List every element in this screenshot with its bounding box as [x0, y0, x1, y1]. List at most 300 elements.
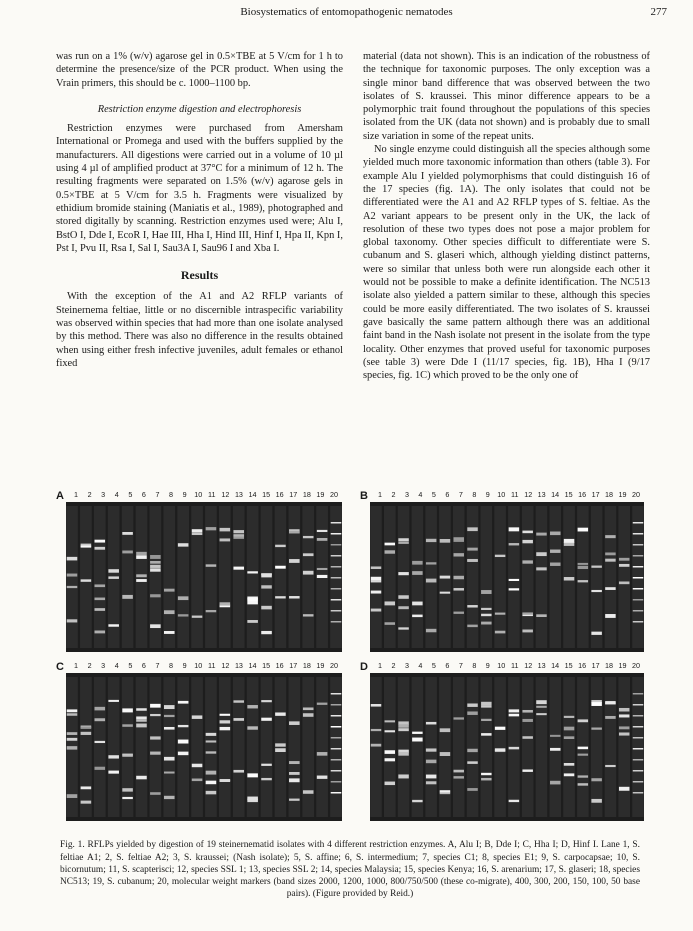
gel-band [398, 595, 408, 599]
gel-band [440, 728, 450, 732]
gel-band [578, 775, 588, 777]
gel-band [331, 566, 342, 568]
gel-band [164, 772, 175, 774]
gel-band [440, 752, 450, 756]
gel-band [536, 552, 546, 556]
gel-lane [605, 506, 617, 648]
gel-band [178, 543, 189, 546]
gel-band [619, 558, 629, 561]
gel-lane [233, 677, 245, 817]
gel-band [220, 602, 231, 605]
results-heading: Results [180, 268, 219, 283]
gel-band [453, 612, 463, 614]
gel-lane [425, 677, 437, 817]
panel-letter-d: D [360, 661, 368, 673]
gel-band [331, 704, 342, 706]
gel-band [633, 522, 643, 524]
gel-band [453, 588, 463, 591]
lane-number: 12 [221, 490, 230, 499]
gel-band [398, 538, 408, 541]
lane-number: 17 [591, 490, 600, 499]
gel-band [108, 771, 119, 774]
gel-band [633, 704, 643, 706]
gel-band [467, 761, 477, 764]
gel-band [303, 536, 314, 538]
gel-band [331, 522, 342, 524]
gel-band [467, 605, 477, 607]
gel-band [289, 772, 300, 775]
gel-band [136, 724, 147, 728]
gel-lane [108, 677, 120, 817]
gel-band [233, 700, 244, 702]
lane-number: 11 [208, 490, 216, 499]
gel-band [578, 563, 588, 565]
gel-lane [330, 677, 342, 817]
gel-band [578, 566, 588, 569]
gel-band [150, 624, 161, 628]
gel-band [522, 769, 532, 771]
gel-band [495, 727, 505, 730]
gel-lane [233, 506, 245, 648]
gel-band [136, 776, 147, 780]
gel-band [233, 534, 244, 536]
gel-band [275, 748, 286, 752]
gel-band [178, 752, 189, 756]
lane-number: 8 [169, 490, 174, 499]
gel-band [550, 735, 560, 737]
gel-band [398, 606, 408, 609]
lane-number: 20 [330, 661, 338, 670]
lane-number: 1 [74, 661, 78, 670]
gel-band [206, 610, 217, 612]
gel-band [633, 555, 643, 557]
gel-band [331, 621, 342, 623]
lane-number: 12 [524, 661, 533, 670]
gel-band [331, 792, 342, 794]
gel-band [426, 760, 436, 764]
gel-band [192, 764, 203, 767]
gel-band [289, 596, 300, 598]
gel-band [522, 629, 532, 632]
gel-band [220, 727, 231, 730]
lane-number: 4 [418, 661, 423, 670]
gel-band [633, 566, 643, 568]
gel-lane [494, 677, 506, 817]
gel-band [289, 778, 300, 782]
gel-band [564, 727, 574, 731]
gel-band [564, 716, 574, 718]
gel-band [275, 566, 286, 569]
gel-band [95, 608, 106, 611]
lane-number: 14 [551, 490, 560, 499]
gel-lane [177, 677, 189, 817]
lane-number: 11 [511, 490, 519, 499]
gel-lane [549, 677, 561, 817]
lane-number: 10 [194, 490, 203, 499]
gel-band [317, 530, 328, 532]
gel-band [522, 719, 532, 722]
gel-band [522, 540, 532, 543]
lane-number: 16 [578, 490, 587, 499]
lane-number: 18 [605, 490, 614, 499]
gel-band [578, 783, 588, 785]
lane-number: 6 [141, 661, 146, 670]
gel-lane [302, 506, 314, 648]
lane-number: 19 [618, 490, 627, 499]
gel-band [578, 747, 588, 750]
gel-band [605, 614, 615, 618]
gel-band [591, 799, 601, 803]
gel-band [95, 540, 106, 543]
gel-band [164, 631, 175, 634]
gel-band [481, 778, 491, 781]
gel-band [398, 542, 408, 544]
panel-letter-a: A [56, 490, 64, 502]
gel-band [206, 733, 217, 736]
lane-number: 5 [128, 490, 133, 499]
gel-lane [563, 677, 575, 817]
gel-band [122, 788, 133, 791]
gel-lane [398, 506, 410, 648]
gel-band [440, 539, 450, 543]
gel-band [331, 599, 342, 601]
gel-lane [219, 506, 231, 648]
gel-band [303, 713, 314, 717]
lane-number: 8 [169, 661, 174, 670]
gel-band [317, 575, 328, 578]
gel-band [150, 568, 161, 571]
gel-band [150, 594, 161, 597]
gel-band [385, 550, 395, 553]
gel-band [289, 721, 300, 725]
gel-band [550, 748, 560, 751]
lane-number: 6 [445, 490, 450, 499]
gel-band [371, 729, 381, 731]
gel-band [591, 566, 601, 568]
gel-band [564, 763, 574, 766]
gel-band [426, 562, 436, 564]
gel-band [536, 706, 546, 708]
gel-band [619, 581, 629, 584]
lane-number: 5 [128, 661, 133, 670]
gel-lane [177, 506, 189, 648]
gel-band [467, 711, 477, 714]
gel-band [81, 801, 92, 804]
gel-band [289, 531, 300, 534]
gel-band [385, 750, 395, 754]
gel-band [108, 755, 119, 758]
gel-band [164, 796, 175, 799]
gel-band [67, 746, 78, 749]
gel-band [150, 555, 161, 559]
gel-band [619, 732, 629, 735]
lane-numbers-b [374, 490, 642, 500]
gel-band [95, 718, 106, 721]
gel-lane [275, 677, 287, 817]
gel-band [633, 588, 643, 590]
gel-band [192, 532, 203, 535]
gel-lane [247, 506, 259, 648]
gel-band [619, 787, 629, 791]
gel-band [150, 792, 161, 795]
gel-band [247, 620, 258, 623]
lane-number: 5 [431, 661, 436, 670]
gel-band [233, 718, 244, 721]
gel-band [633, 693, 643, 695]
gel-band [619, 708, 629, 712]
gel-band [509, 714, 519, 717]
lane-number: 18 [605, 661, 614, 670]
gel-band [412, 732, 422, 734]
lane-number: 7 [155, 490, 160, 499]
gel-band [331, 533, 342, 535]
gel-lane [412, 506, 424, 648]
gel-lane [66, 506, 78, 648]
lane-number: 3 [101, 490, 106, 499]
gel-lane [398, 677, 410, 817]
gel-band [122, 724, 133, 727]
gel-band [81, 546, 92, 548]
gel-band [331, 588, 342, 590]
lane-number: 13 [234, 490, 243, 499]
gel-band [440, 592, 450, 594]
gel-lane [384, 677, 396, 817]
gel-band [206, 751, 217, 753]
gel-band [578, 719, 588, 722]
gel-band [192, 715, 203, 718]
running-title: Biosystematics of entomopathogenic nematodes [240, 6, 453, 18]
gel-band [481, 733, 491, 736]
lane-number: 9 [485, 661, 490, 670]
gel-band [591, 590, 601, 592]
gel-band [633, 577, 643, 579]
gel-band [206, 791, 217, 794]
gel-lane [370, 677, 382, 817]
lane-number: 20 [330, 490, 338, 499]
gel-band [495, 613, 505, 615]
gel-band [331, 693, 342, 695]
lane-number: 9 [485, 490, 490, 499]
gel-band [591, 778, 601, 781]
gel-band [150, 704, 161, 708]
gel-band [261, 606, 272, 610]
gel-band [95, 630, 106, 633]
lane-number: 9 [182, 661, 187, 670]
gel-band [220, 720, 231, 723]
gel-band [67, 732, 78, 735]
gel-band [136, 555, 147, 559]
lane-number: 14 [248, 661, 257, 670]
gel-lane [302, 677, 314, 817]
gel-band [467, 625, 477, 628]
gel-band [371, 704, 381, 707]
gel-band [261, 718, 272, 721]
gel-band [385, 622, 395, 625]
gel-band [398, 728, 408, 731]
gel-band [467, 749, 477, 752]
lane-number: 5 [431, 490, 436, 499]
gel-band [247, 705, 258, 708]
gel-lane [591, 677, 603, 817]
gel-lane [94, 506, 106, 648]
gel-band [398, 752, 408, 756]
gel-band [261, 631, 272, 634]
gel-band [136, 574, 147, 577]
gel-band [303, 614, 314, 616]
gel-band [564, 736, 574, 739]
gel-band [206, 740, 217, 742]
lane-number: 3 [404, 490, 409, 499]
gel-band [95, 767, 106, 770]
gel-lane [205, 677, 217, 817]
gel-lane [549, 506, 561, 648]
lane-number: 10 [497, 490, 506, 499]
gel-band [206, 771, 217, 775]
lane-number: 15 [564, 490, 573, 499]
gel-band [331, 770, 342, 772]
gel-lane [191, 506, 203, 648]
gel-lane [163, 506, 175, 648]
gel-band [481, 773, 491, 775]
lane-number: 6 [445, 661, 450, 670]
gel-band [122, 797, 133, 799]
gel-band [317, 538, 328, 541]
gel-lane [632, 677, 644, 817]
gel-band [398, 724, 408, 727]
lane-number: 18 [302, 661, 311, 670]
gel-band [192, 529, 203, 532]
gel-band [633, 726, 643, 728]
results-continued-paragraph: material (data not shown). This is an indication of the robustness of the technique for taxonomic purposes. The only exception was a single minor band difference that was observed between the two isolates of S. kraussei. This minor difference appears to be a polymorphic trait found throughout the populations of this species isolated from the UK (data not shown) and is probably due to small size variation in some of the repeat units. [363, 51, 650, 142]
gel-band [412, 571, 422, 575]
lane-number: 8 [472, 661, 477, 670]
gel-lane [191, 677, 203, 817]
gel-lane [275, 506, 287, 648]
gel-panel-b [370, 502, 644, 652]
gel-band [605, 765, 615, 767]
lane-number: 10 [194, 661, 203, 670]
gel-band [220, 780, 231, 782]
gel-band [453, 770, 463, 773]
gel-band [206, 527, 217, 530]
gel-band [522, 560, 532, 563]
gel-band [522, 736, 532, 739]
gel-lane [80, 677, 92, 817]
gel-band [633, 533, 643, 535]
gel-band [331, 610, 342, 612]
gel-lane [481, 506, 493, 648]
gel-lane [122, 677, 134, 817]
gel-band [467, 703, 477, 706]
gel-band [536, 700, 546, 704]
gel-lane [384, 506, 396, 648]
lane-number: 15 [564, 661, 573, 670]
gel-lane [94, 677, 106, 817]
lane-numbers-c [70, 661, 340, 671]
gel-band [164, 757, 175, 761]
lane-number: 3 [404, 661, 409, 670]
gel-band [331, 577, 342, 579]
gel-band [385, 758, 395, 761]
gel-band [331, 737, 342, 739]
gel-lane [261, 677, 273, 817]
lane-number: 13 [537, 490, 546, 499]
gel-band [331, 726, 342, 728]
lane-number: 7 [458, 661, 463, 670]
lane-number: 4 [114, 661, 119, 670]
gel-band [371, 566, 381, 569]
gel-band [220, 538, 231, 541]
gel-band [220, 528, 231, 532]
gel-band [67, 557, 78, 561]
lane-number: 9 [182, 490, 187, 499]
gel-band [67, 738, 78, 741]
gel-band [303, 553, 314, 556]
gel-band [136, 716, 147, 719]
gel-band [426, 629, 436, 632]
gel-band [164, 610, 175, 614]
lane-number: 11 [208, 661, 216, 670]
gel-band [467, 548, 477, 551]
gel-band [605, 552, 615, 555]
gel-lane [522, 677, 534, 817]
gel-band [509, 588, 519, 590]
gel-band [619, 564, 629, 567]
lane-number: 17 [591, 661, 600, 670]
lane-number: 19 [618, 661, 627, 670]
gel-band [578, 580, 588, 582]
gel-band [522, 710, 532, 713]
gel-lane [536, 506, 548, 648]
gel-band [426, 748, 436, 751]
gel-band [453, 717, 463, 719]
gel-band [289, 799, 300, 801]
gel-band [605, 559, 615, 562]
lane-number: 2 [87, 661, 92, 670]
lane-number: 4 [114, 490, 119, 499]
gel-band [371, 577, 381, 581]
gel-band [206, 781, 217, 785]
gel-band [233, 770, 244, 773]
gel-band [605, 587, 615, 590]
gel-band [495, 631, 505, 634]
lane-number: 17 [289, 490, 298, 499]
gel-band [67, 713, 78, 716]
gel-band [178, 725, 189, 727]
gel-band [289, 559, 300, 563]
gel-band [619, 714, 629, 717]
gel-lane [494, 506, 506, 648]
gel-band [136, 552, 147, 555]
gel-band [385, 601, 395, 605]
gel-band [136, 719, 147, 722]
gel-band [247, 571, 258, 573]
gel-band [275, 712, 286, 715]
gel-band [81, 579, 92, 581]
gel-band [136, 708, 147, 711]
gel-band [605, 535, 615, 538]
gel-band [247, 773, 258, 777]
section-subheading: Restriction enzyme digestion and electrophoresis [97, 103, 302, 115]
lane-number: 3 [101, 661, 106, 670]
gel-band [385, 720, 395, 722]
gel-band [247, 797, 258, 801]
gel-band [453, 540, 463, 542]
gel-band [633, 781, 643, 783]
gel-band [331, 544, 342, 546]
gel-band [275, 545, 286, 547]
gel-band [564, 773, 574, 776]
